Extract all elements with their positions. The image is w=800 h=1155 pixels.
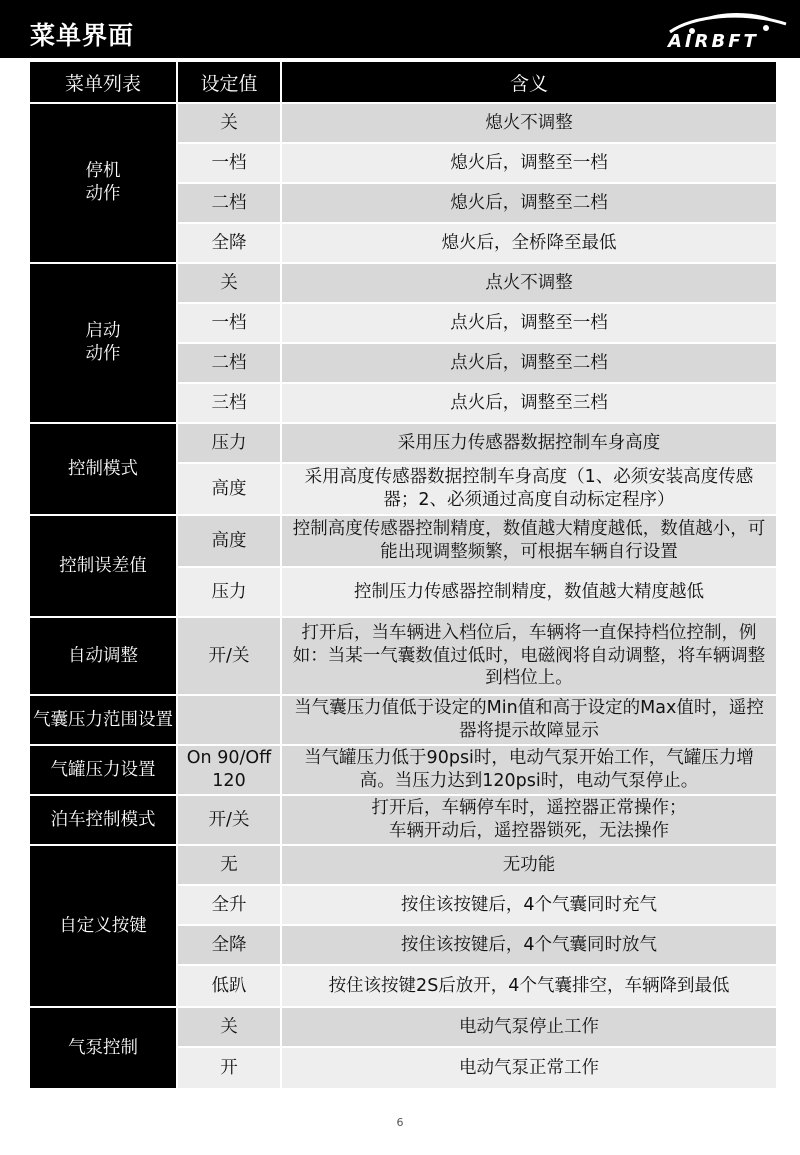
setting-value-cell: 二档	[178, 184, 282, 222]
menu-category-cell: 控制误差值	[30, 516, 178, 616]
menu-category-cell: 泊车控制模式	[30, 796, 178, 844]
meaning-cell: 熄火不调整	[282, 104, 776, 142]
table-row	[30, 796, 776, 844]
table-header-row	[30, 62, 776, 102]
meaning-cell: 熄火后，全桥降至最低	[282, 224, 776, 262]
menu-category-cell: 气泵控制	[30, 1008, 178, 1088]
column-header-menu: 菜单列表	[30, 62, 178, 102]
meaning-cell: 熄火后，调整至二档	[282, 184, 776, 222]
page-title: 菜单界面	[30, 21, 135, 50]
column-header-setting: 设定值	[178, 62, 282, 102]
column-header-meaning: 含义	[282, 62, 776, 102]
meaning-cell: 电动气泵正常工作	[282, 1048, 776, 1088]
menu-table	[30, 60, 776, 1090]
setting-value-cell: On 90/Off 120	[178, 746, 282, 794]
meaning-cell: 电动气泵停止工作	[282, 1008, 776, 1046]
menu-category-cell: 启动 动作	[30, 264, 178, 422]
table-body	[30, 104, 776, 1088]
meaning-cell: 按住该按键2S后放开，4个气囊排空，车辆降到最低	[282, 966, 776, 1006]
meaning-cell: 熄火后，调整至一档	[282, 144, 776, 182]
setting-value-cell: 开	[178, 1048, 282, 1088]
table-row	[30, 746, 776, 794]
page-header	[0, 0, 800, 58]
meaning-cell: 采用压力传感器数据控制车身高度	[282, 424, 776, 462]
page-number: 6	[396, 1116, 404, 1129]
meaning-cell: 点火不调整	[282, 264, 776, 302]
setting-value-cell: 关	[178, 104, 282, 142]
meaning-cell: 当气囊压力值低于设定的Min值和高于设定的Max值时，遥控器将提示故障显示	[282, 696, 776, 744]
meaning-cell: 点火后，调整至一档	[282, 304, 776, 342]
meaning-cell: 打开后，车辆停车时，遥控器正常操作； 车辆开动后，遥控器锁死，无法操作	[282, 796, 776, 844]
meaning-cell: 控制高度传感器控制精度，数值越大精度越低，数值越小，可能出现调整频繁，可根据车辆自行设置	[282, 516, 776, 566]
meaning-cell: 控制压力传感器控制精度，数值越大精度越低	[282, 568, 776, 616]
table-row	[30, 104, 776, 142]
table-row	[30, 1008, 776, 1046]
setting-value-cell: 开/关	[178, 618, 282, 694]
setting-value-cell: 关	[178, 1008, 282, 1046]
meaning-cell: 点火后，调整至二档	[282, 344, 776, 382]
setting-value-cell: 压力	[178, 424, 282, 462]
setting-value-cell	[178, 696, 282, 744]
table-row	[30, 424, 776, 462]
meaning-cell: 打开后，当车辆进入档位后，车辆将一直保持档位控制，例如：当某一气囊数值过低时，电磁阀将自动调整，将车辆调整到档位上。	[282, 618, 776, 694]
table-row	[30, 516, 776, 566]
setting-value-cell: 关	[178, 264, 282, 302]
setting-value-cell: 二档	[178, 344, 282, 382]
table-row	[30, 846, 776, 884]
setting-value-cell: 全降	[178, 224, 282, 262]
setting-value-cell: 无	[178, 846, 282, 884]
setting-value-cell: 低趴	[178, 966, 282, 1006]
menu-category-cell: 停机 动作	[30, 104, 178, 262]
setting-value-cell: 一档	[178, 304, 282, 342]
setting-value-cell: 全升	[178, 886, 282, 924]
meaning-cell: 无功能	[282, 846, 776, 884]
meaning-cell: 点火后，调整至三档	[282, 384, 776, 422]
logo-text: AIRBFT	[668, 31, 759, 52]
setting-value-cell: 全降	[178, 926, 282, 964]
airbft-logo	[662, 6, 792, 54]
meaning-cell: 按住该按键后，4个气囊同时充气	[282, 886, 776, 924]
table-row	[30, 264, 776, 302]
setting-value-cell: 压力	[178, 568, 282, 616]
menu-category-cell: 自定义按键	[30, 846, 178, 1006]
setting-value-cell: 高度	[178, 516, 282, 566]
meaning-cell: 采用高度传感器数据控制车身高度（1、必须安装高度传感器；2、必须通过高度自动标定程序）	[282, 464, 776, 514]
table-row	[30, 618, 776, 694]
menu-category-cell: 自动调整	[30, 618, 178, 694]
menu-category-cell: 气罐压力设置	[30, 746, 178, 794]
meaning-cell: 按住该按键后，4个气囊同时放气	[282, 926, 776, 964]
setting-value-cell: 一档	[178, 144, 282, 182]
setting-value-cell: 高度	[178, 464, 282, 514]
meaning-cell: 当气罐压力低于90psi时，电动气泵开始工作，气罐压力增高。当压力达到120psi时，电动气泵停止。	[282, 746, 776, 794]
menu-category-cell: 气囊压力范围设置	[30, 696, 178, 744]
setting-value-cell: 开/关	[178, 796, 282, 844]
menu-category-cell: 控制模式	[30, 424, 178, 514]
setting-value-cell: 三档	[178, 384, 282, 422]
table-row	[30, 696, 776, 744]
